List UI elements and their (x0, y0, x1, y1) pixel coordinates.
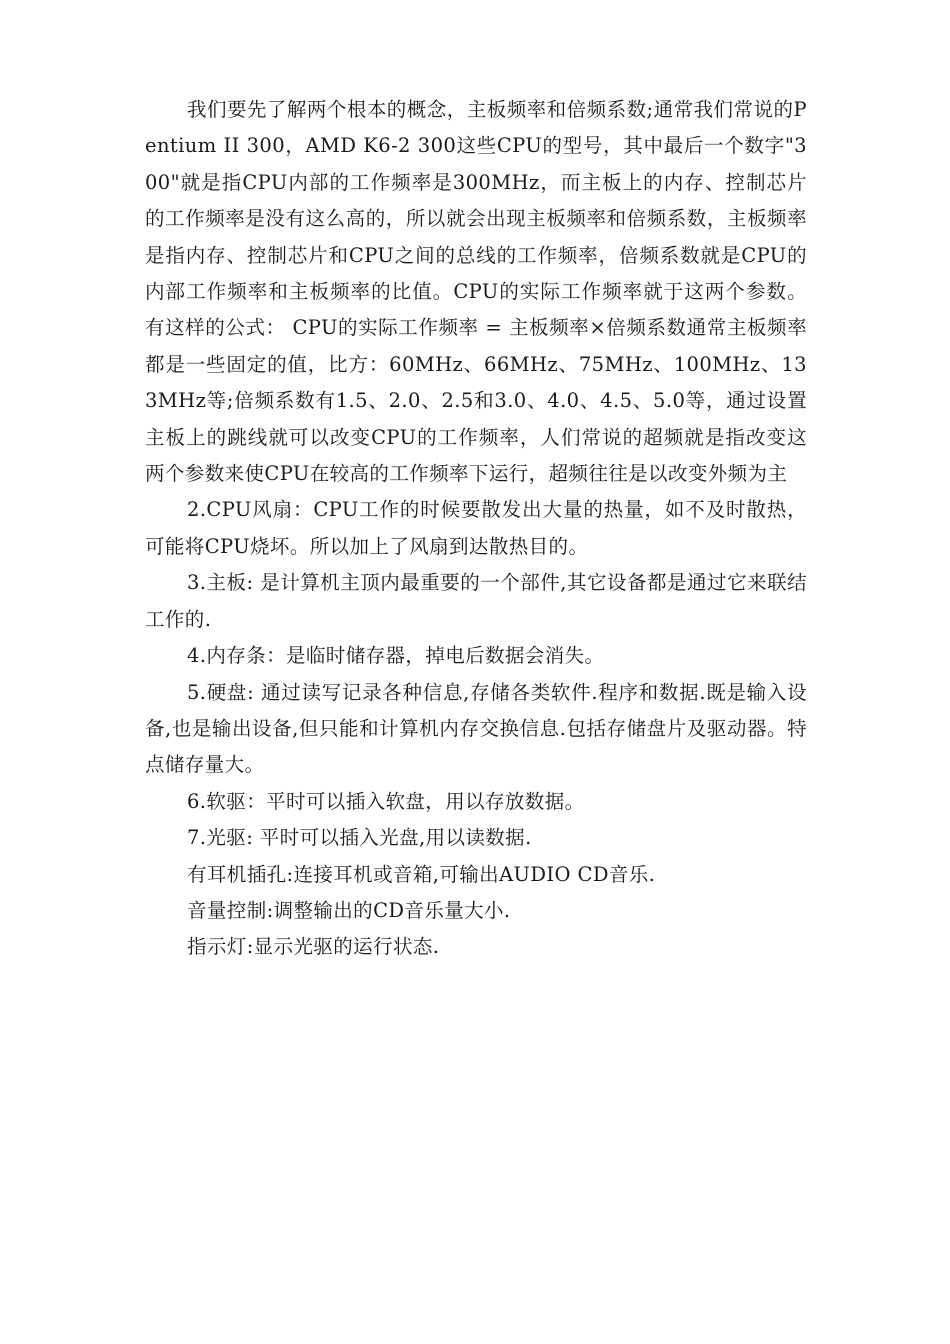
paragraph-indicator-light: 指示灯:显示光驱的运行状态. (187, 935, 440, 959)
paragraph-frequency-concepts: 我们要先了解两个根本的概念，主板频率和倍频系数;通常我们常说的Pentium II 300，AMD K6-2 300这些CPU的型号，其中最后一个数字"300"就是指CPU内部的工作频率是300MHz，而主板上的内存、控制芯片的工作频率是没有这么高的，所以就会出现主板频率和倍频系数，主板频率是指内存、控制芯片和CPU之间的总线的工作频率，倍频系数就是CPU的内部工作频率和主板频率的比值。CPU的实际工作频率就于这两个参数。有这样的公式： CPU的实际工作频率 = 主板频率×倍频系数通常主板频率都是一些固定的值，比方：60MHz、66MHz、75MHz、100MHz、133MHz等;倍频系数有1.5、2.0、2.5和3.0、4.0、4.5、5.0等，通过设置主板上的跳线就可以改变CPU的工作频率，人们常说的超频就是指改变这两个参数来使CPU在较高的工作频率下运行，超频往往是以改变外频为主 (145, 98, 807, 486)
paragraph-optical-drive: 7.光驱: 平时可以插入光盘,用以读数据. (187, 826, 532, 850)
paragraph-volume-control: 音量控制:调整输出的CD音乐量大小. (187, 898, 511, 922)
paragraph-headphone-jack: 有耳机插孔:连接耳机或音箱,可输出AUDIO CD音乐. (187, 862, 656, 886)
paragraph-floppy-drive: 6.软驱：平时可以插入软盘，用以存放数据。 (187, 789, 585, 813)
paragraph-memory: 4.内存条：是临时储存器，掉电后数据会消失。 (187, 644, 605, 668)
document-body (145, 92, 807, 966)
paragraph-cpu-fan: 2.CPU风扇：CPU工作的时候要散发出大量的热量，如不及时散热，可能将CPU烧坏。所以加上了风扇到达散热目的。 (145, 498, 807, 558)
paragraph-hard-disk: 5.硬盘: 通过读写记录各种信息,存储各类软件.程序和数据.既是输入设备,也是输出设备,但只能和计算机内存交换信息.包括存储盘片及驱动器。特点储存量大。 (145, 680, 807, 777)
paragraph-motherboard: 3.主板: 是计算机主顶内最重要的一个部件,其它设备都是通过它来联结工作的. (145, 571, 807, 631)
